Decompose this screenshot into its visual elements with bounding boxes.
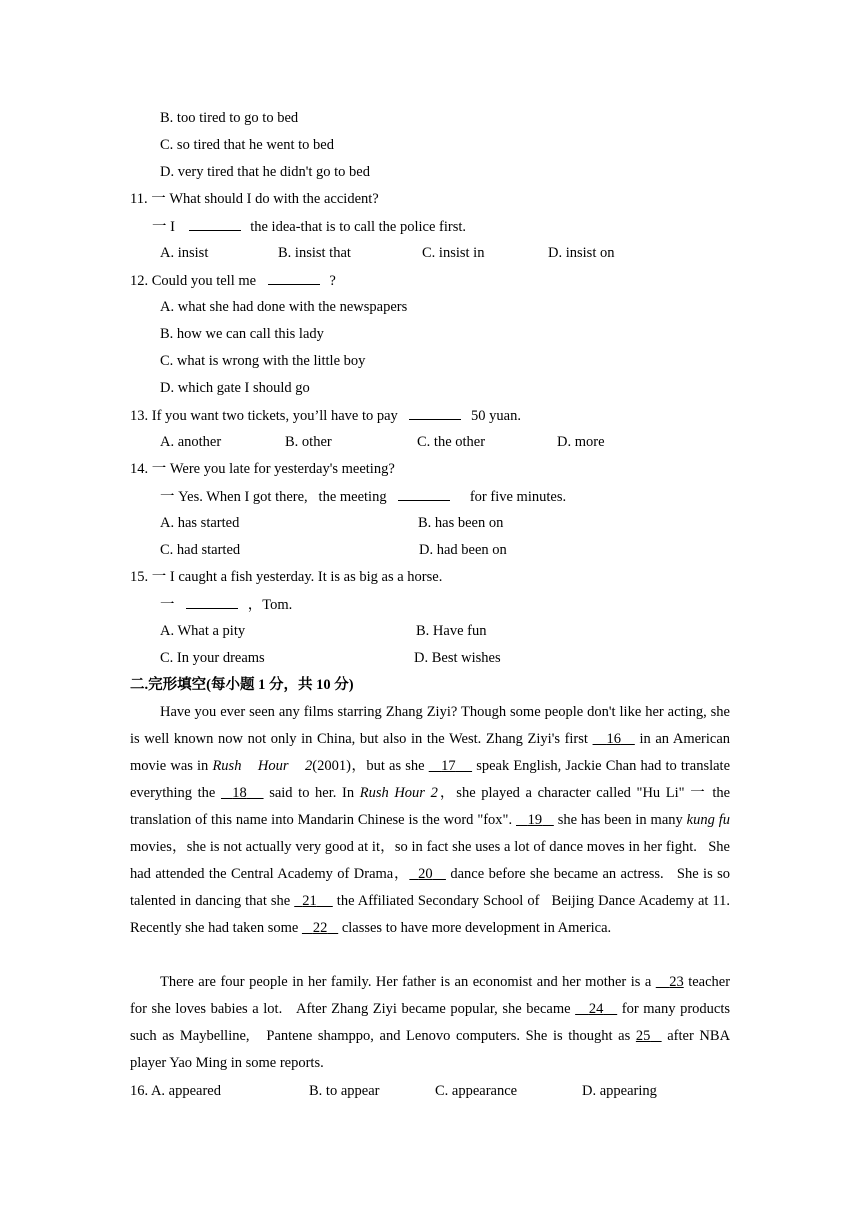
section-heading: 二.完形填空(每小题 1 分，共 10 分) [130, 677, 354, 693]
q15-reply [160, 594, 292, 615]
q16-option-d: D. appearing [582, 1083, 657, 1099]
passage-text: teacher for she loves babies a lot. After Zhang Ziyi became popular, she became [130, 974, 731, 1017]
q16-option-a: 16. A. appeared [130, 1083, 221, 1099]
q13-stem [130, 405, 521, 426]
blank-number: 18 [232, 785, 247, 801]
passage-text: after NBA player Yao Ming in some reports. [130, 1028, 731, 1071]
passage-text: ，she played a character called "Hu Li" 一 the translation of this name into Mandarin Chinese is the word "fox". [130, 785, 731, 828]
q13-stem-end: 50 yuan. [471, 408, 521, 424]
q10-option-b: B. too tired to go to bed [160, 110, 299, 126]
q11-option-a: A. insist [160, 245, 209, 261]
q11-stem: 11. 一 What should I do with the accident? [130, 191, 379, 207]
q11-reply-start: 一 I [152, 219, 175, 235]
passage-text: movies，she is not actually very good at it，so in fact she uses a lot of dance moves in her fight. She had attended the Central Academy of Drama， [130, 839, 730, 882]
cloze-blank-25 [636, 1028, 662, 1044]
passage-text: the Affiliated Secondary School of Beijing Dance Academy at 11. Recently she had taken some [130, 893, 731, 936]
q11-option-d: D. insist on [548, 245, 615, 261]
q15-reply-start: 一 [160, 597, 175, 613]
q14-option-a: A. has started [160, 515, 240, 531]
passage-text: she has been in many [557, 812, 683, 828]
passage-text: classes to have more development in America. [341, 920, 612, 936]
cloze-blank-18 [221, 785, 264, 801]
q12-option-b: B. how we can call this lady [160, 326, 324, 342]
q14-option-d: D. had been on [419, 542, 507, 558]
q11-reply [152, 216, 466, 237]
blank-number: 21 [302, 893, 317, 909]
q14-reply [160, 486, 566, 507]
passage-text: said to her. In [269, 785, 355, 801]
q10-option-d: D. very tired that he didn't go to bed [160, 164, 370, 180]
passage-text: There are four people in her family. Her father is an economist and her mother is a [160, 974, 652, 990]
cloze-blank-16 [593, 731, 635, 747]
cloze-blank-24 [575, 1001, 617, 1017]
q11-reply-end: the idea-that is to call the police first. [250, 219, 467, 235]
cloze-blank-21 [294, 893, 333, 909]
passage-text: Have you ever seen any films starring Zhang Ziyi? Though some people don't like her acting, she is well known now not only in China, but also in the West. Zhang Ziyi's first [130, 704, 730, 747]
blank-number: 22 [312, 920, 328, 936]
q13-option-a: A. another [160, 434, 222, 450]
italic-term: kung fu [686, 812, 731, 828]
q13-option-c: C. the other [417, 434, 486, 450]
q15-option-d: D. Best wishes [414, 650, 501, 666]
passage-text: in an American movie was in [130, 731, 731, 774]
q12-option-d: D. which gate I should go [160, 380, 310, 396]
passage-text: speak English, Jackie Chan had to translate everything the [130, 758, 731, 801]
passage-paragraph-2 [130, 969, 730, 1077]
blank-number: 17 [441, 758, 456, 774]
cloze-blank-19 [516, 812, 554, 828]
cloze-blank-22 [302, 920, 338, 936]
blank-number: 25 [635, 1028, 651, 1044]
q16-option-c: C. appearance [435, 1083, 518, 1099]
passage-paragraph-1 [130, 699, 730, 942]
q13-stem-start: 13. If you want two tickets, you’ll have to pay [130, 408, 398, 424]
q14-reply-end: for five minutes. [469, 489, 567, 505]
blank-number: 23 [669, 974, 684, 990]
blank-number: 24 [588, 1001, 604, 1017]
answer-blank [186, 594, 238, 609]
answer-blank [268, 270, 320, 285]
cloze-blank-20 [409, 866, 446, 882]
answer-blank [409, 405, 461, 420]
cloze-blank-17 [429, 758, 472, 774]
q14-stem: 14. 一 Were you late for yesterday's meeting? [130, 461, 395, 477]
q15-reply-end: ，Tom. [247, 597, 293, 613]
q13-option-d: D. more [557, 434, 605, 450]
answer-blank [189, 216, 241, 231]
cloze-blank-23 [656, 974, 684, 990]
q12-stem-start: 12. Could you tell me [130, 273, 257, 289]
q15-option-b: B. Have fun [416, 623, 487, 639]
q15-stem: 15. 一 I caught a fish yesterday. It is as big as a horse. [130, 569, 443, 585]
q12-stem-end: ? [329, 273, 336, 289]
q15-option-a: A. What a pity [160, 623, 246, 639]
blank-number: 16 [606, 731, 621, 747]
answer-blank [398, 486, 450, 501]
q13-option-b: B. other [285, 434, 332, 450]
q12-option-c: C. what is wrong with the little boy [160, 353, 366, 369]
blank-number: 20 [418, 866, 433, 882]
movie-title: Rush Hour 2 [359, 785, 438, 801]
q16-option-b: B. to appear [309, 1083, 380, 1099]
q11-option-c: C. insist in [422, 245, 485, 261]
q15-option-c: C. In your dreams [160, 650, 265, 666]
blank-number: 19 [527, 812, 543, 828]
q14-reply-start: 一 Yes. When I got there, the meeting [160, 489, 387, 505]
q14-option-b: B. has been on [418, 515, 504, 531]
passage-text: for many products such as Maybelline, Pantene shamppo, and Lenovo computers. She is thought as [130, 1001, 731, 1044]
q12-option-a: A. what she had done with the newspapers [160, 299, 408, 315]
passage-text: (2001)，but as she [312, 758, 425, 774]
movie-title: Rush Hour 2 [212, 758, 313, 774]
q14-option-c: C. had started [160, 542, 241, 558]
q10-option-c: C. so tired that he went to bed [160, 137, 334, 153]
q12-stem [130, 270, 336, 291]
passage-text: dance before she became an actress. She is so talented in dancing that she [130, 866, 731, 909]
q11-option-b: B. insist that [278, 245, 351, 261]
